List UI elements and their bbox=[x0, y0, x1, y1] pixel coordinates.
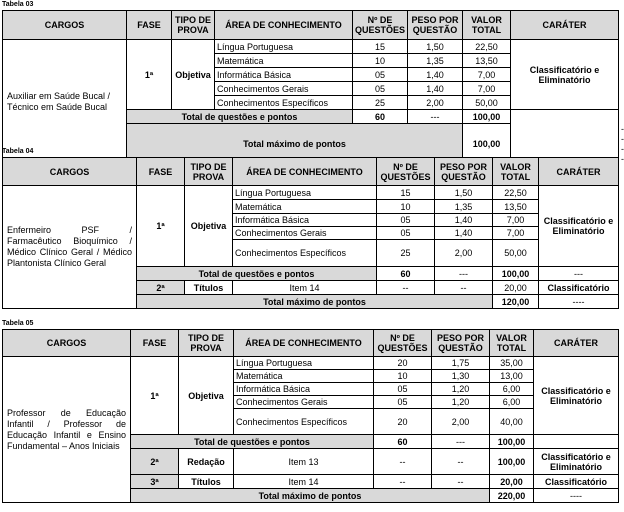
total-peso: --- bbox=[408, 110, 463, 124]
area-cell: Informática Básica bbox=[234, 383, 374, 396]
peso-cell: -- bbox=[432, 475, 490, 489]
questoes-cell: 05 bbox=[377, 214, 435, 227]
cargo-cell: Auxiliar em Saúde Bucal / Técnico em Saúde Bucal bbox=[3, 40, 127, 165]
total-carater: --- bbox=[539, 267, 619, 281]
area-cell: Informática Básica bbox=[233, 214, 377, 227]
total-questoes: 60 bbox=[353, 110, 408, 124]
header-tipo-prova: TIPO DE PROVA bbox=[172, 11, 215, 40]
max-carater: ---- bbox=[534, 489, 619, 503]
area-cell: Item 14 bbox=[234, 475, 374, 489]
header-tipo-prova: TIPO DE PROVA bbox=[179, 330, 234, 357]
total-valor: 100,00 bbox=[493, 267, 539, 281]
questoes-cell: 10 bbox=[377, 200, 435, 214]
tipo-cell: Títulos bbox=[185, 281, 233, 295]
questoes-cell: 25 bbox=[353, 96, 408, 110]
header-area: ÁREA DE CONHECIMENTO bbox=[215, 11, 353, 40]
area-cell: Matemática bbox=[234, 370, 374, 383]
carater-cell: Classificatório e Eliminatório bbox=[534, 357, 619, 435]
tipo-cell: Objetiva bbox=[185, 186, 233, 267]
carater-cell: Classificatório e Eliminatório bbox=[511, 40, 619, 110]
valor-cell: 13,50 bbox=[463, 54, 511, 68]
questoes-cell: 05 bbox=[353, 68, 408, 82]
max-label: Total máximo de pontos bbox=[137, 295, 493, 309]
header-questoes: Nº DE QUESTÕES bbox=[353, 11, 408, 40]
valor-cell: 6,00 bbox=[490, 383, 534, 396]
peso-cell: -- bbox=[432, 449, 490, 475]
carater-cell: Classificatório bbox=[539, 281, 619, 295]
area-cell: Língua Portuguesa bbox=[234, 357, 374, 370]
valor-cell: 7,00 bbox=[493, 214, 539, 227]
total-peso: --- bbox=[432, 435, 490, 449]
area-cell: Língua Portuguesa bbox=[233, 186, 377, 200]
peso-cell: 1,40 bbox=[435, 214, 493, 227]
header-peso: PESO POR QUESTÃO bbox=[432, 330, 490, 357]
questoes-cell: -- bbox=[377, 281, 435, 295]
max-carater: ---- bbox=[539, 295, 619, 309]
peso-cell: 1,75 bbox=[432, 357, 490, 370]
area-cell: Língua Portuguesa bbox=[215, 40, 353, 54]
valor-cell: 7,00 bbox=[463, 68, 511, 82]
peso-cell: 1,35 bbox=[408, 54, 463, 68]
header-cargos: CARGOS bbox=[3, 11, 127, 40]
peso-cell: 2,00 bbox=[432, 409, 490, 435]
valor-cell: 22,50 bbox=[463, 40, 511, 54]
cargo-cell: Professor de Educação Infantil / Professor de Educação Infantil e Ensino Fundamental – Anos Iniciais bbox=[3, 357, 131, 503]
tipo-cell: Títulos bbox=[179, 475, 234, 489]
header-valor: VALOR TOTAL bbox=[463, 11, 511, 40]
questoes-cell: 15 bbox=[353, 40, 408, 54]
questoes-cell: 10 bbox=[374, 370, 432, 383]
valor-cell: 50,00 bbox=[493, 240, 539, 267]
valor-cell: 50,00 bbox=[463, 96, 511, 110]
questoes-cell: 05 bbox=[353, 82, 408, 96]
questoes-cell: 15 bbox=[377, 186, 435, 200]
header-fase: FASE bbox=[137, 158, 185, 186]
questoes-cell: 25 bbox=[377, 240, 435, 267]
peso-cell: 2,00 bbox=[435, 240, 493, 267]
valor-cell: 20,00 bbox=[490, 475, 534, 489]
area-cell: Conhecimentos Gerais bbox=[234, 396, 374, 409]
header-area: ÁREA DE CONHECIMENTO bbox=[233, 158, 377, 186]
header-fase: FASE bbox=[131, 330, 179, 357]
max-label: Total máximo de pontos bbox=[131, 489, 490, 503]
valor-cell: 20,00 bbox=[493, 281, 539, 295]
max-valor: 100,00 bbox=[463, 124, 511, 165]
header-carater: CARÁTER bbox=[511, 11, 619, 40]
valor-cell: 22,50 bbox=[493, 186, 539, 200]
peso-cell: 1,50 bbox=[435, 186, 493, 200]
header-carater: CARÁTER bbox=[539, 158, 619, 186]
fase-cell: 1ª bbox=[127, 40, 172, 110]
valor-cell: 13,50 bbox=[493, 200, 539, 214]
carater-cell: Classificatório e Eliminatório bbox=[534, 449, 619, 475]
header-questoes: Nº DE QUESTÕES bbox=[374, 330, 432, 357]
total-questoes: 60 bbox=[377, 267, 435, 281]
header-area: ÁREA DE CONHECIMENTO bbox=[234, 330, 374, 357]
peso-cell: 1,40 bbox=[408, 82, 463, 96]
cargo-cell: Enfermeiro PSF / Farmacêutico Bioquímico / Médico Clínico Geral / Médico Plantonista Clínico Geral bbox=[3, 186, 137, 309]
fase-cell: 2ª bbox=[131, 449, 179, 475]
total-label: Total de questões e pontos bbox=[127, 110, 353, 124]
header-cargos: CARGOS bbox=[3, 158, 137, 186]
questoes-cell: 05 bbox=[377, 227, 435, 240]
header-cargos: CARGOS bbox=[3, 330, 131, 357]
total-questoes: 60 bbox=[374, 435, 432, 449]
total-valor: 100,00 bbox=[490, 435, 534, 449]
area-cell: Matemática bbox=[233, 200, 377, 214]
total-valor: 100,00 bbox=[463, 110, 511, 124]
valor-cell: 100,00 bbox=[490, 449, 534, 475]
tipo-cell: Objetiva bbox=[172, 40, 215, 110]
peso-cell: 1,20 bbox=[432, 396, 490, 409]
area-cell: Conhecimentos Gerais bbox=[215, 82, 353, 96]
peso-cell: 1,50 bbox=[408, 40, 463, 54]
table-caption: Tabela 03 bbox=[2, 1, 34, 8]
peso-cell: 1,20 bbox=[432, 383, 490, 396]
questoes-cell: 20 bbox=[374, 409, 432, 435]
valor-cell: 7,00 bbox=[463, 82, 511, 96]
questoes-cell: 05 bbox=[374, 383, 432, 396]
fase-cell: 1ª bbox=[137, 186, 185, 267]
carater-cell: Classificatório e Eliminatório bbox=[539, 186, 619, 267]
valor-cell: 6,00 bbox=[490, 396, 534, 409]
table-05 bbox=[2, 329, 619, 503]
area-cell: Matemática bbox=[215, 54, 353, 68]
area-cell: Item 14 bbox=[233, 281, 377, 295]
fase-cell: 3ª bbox=[131, 475, 179, 489]
questoes-cell: 10 bbox=[353, 54, 408, 68]
tipo-cell: Objetiva bbox=[179, 357, 234, 435]
table-03: CARGOS FASE TIPO DE PROVA ÁREA DE CONHECIMENTO Nº DE QUESTÕES PESO POR QUESTÃO VALOR TOTAL CARÁTER Auxiliar em Saúde Bucal / Técnico em Saúde Bucal 1ª Objetiva Língua Portuguesa 15 1,50 22,50 Classificatório e Eliminatório Matemática 10 1,35 13,50 Informática Básica 05 1,40 7,00 Conhecimentos Gerais 05 1,40 7,00 Conhecimentos Específicos 25 2,00 50,00 Total de questões e pontos 60 --- 100,00 Total máximo de pontos 100,00 ---- bbox=[2, 10, 619, 165]
total-label: Total de questões e pontos bbox=[131, 435, 374, 449]
area-cell: Conhecimentos Específicos bbox=[233, 240, 377, 267]
area-cell: Item 13 bbox=[234, 449, 374, 475]
questoes-cell: 20 bbox=[374, 357, 432, 370]
area-cell: Conhecimentos Específicos bbox=[234, 409, 374, 435]
questoes-cell: -- bbox=[374, 475, 432, 489]
carater-cell: Classificatório bbox=[534, 475, 619, 489]
area-cell: Conhecimentos Gerais bbox=[233, 227, 377, 240]
peso-cell: 1,40 bbox=[435, 227, 493, 240]
peso-cell: 1,40 bbox=[408, 68, 463, 82]
header-peso: PESO POR QUESTÃO bbox=[435, 158, 493, 186]
total-label: Total de questões e pontos bbox=[137, 267, 377, 281]
peso-cell: -- bbox=[435, 281, 493, 295]
questoes-cell: 05 bbox=[374, 396, 432, 409]
peso-cell: 2,00 bbox=[408, 96, 463, 110]
valor-cell: 35,00 bbox=[490, 357, 534, 370]
area-cell: Informática Básica bbox=[215, 68, 353, 82]
table-caption: Tabela 05 bbox=[2, 320, 34, 327]
header-valor: VALOR TOTAL bbox=[493, 158, 539, 186]
table-04 bbox=[2, 157, 619, 309]
peso-cell: 1,30 bbox=[432, 370, 490, 383]
header-valor: VALOR TOTAL bbox=[490, 330, 534, 357]
max-valor: 120,00 bbox=[493, 295, 539, 309]
questoes-cell: -- bbox=[374, 449, 432, 475]
header-fase: FASE bbox=[127, 11, 172, 40]
total-peso: --- bbox=[435, 267, 493, 281]
tipo-cell: Redação bbox=[179, 449, 234, 475]
peso-cell: 1,35 bbox=[435, 200, 493, 214]
header-peso: PESO POR QUESTÃO bbox=[408, 11, 463, 40]
header-carater: CARÁTER bbox=[534, 330, 619, 357]
valor-cell: 13,00 bbox=[490, 370, 534, 383]
max-label: Total máximo de pontos bbox=[127, 124, 463, 165]
valor-cell: 7,00 bbox=[493, 227, 539, 240]
valor-cell: 40,00 bbox=[490, 409, 534, 435]
fase-cell: 2ª bbox=[137, 281, 185, 295]
header-tipo-prova: TIPO DE PROVA bbox=[185, 158, 233, 186]
header-questoes: Nº DE QUESTÕES bbox=[377, 158, 435, 186]
fase-cell: 1ª bbox=[131, 357, 179, 435]
area-cell: Conhecimentos Específicos bbox=[215, 96, 353, 110]
max-valor: 220,00 bbox=[490, 489, 534, 503]
table-caption: Tabela 04 bbox=[2, 148, 34, 155]
